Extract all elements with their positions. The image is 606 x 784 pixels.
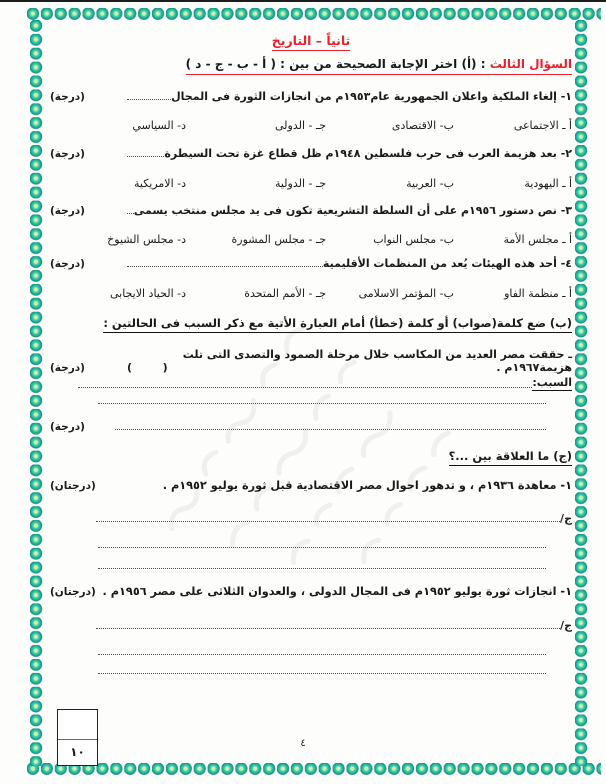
mark-label: (درجة) (50, 205, 85, 217)
answer-line[interactable] (96, 624, 560, 629)
answer-line[interactable] (96, 517, 560, 522)
mcq-options-4 (50, 287, 572, 300)
reason-answer-line[interactable] (98, 399, 546, 404)
option-c[interactable]: جـ - مجلس المشورة (231, 233, 326, 246)
answer-blank[interactable] (127, 262, 323, 267)
option-a[interactable]: أ ـ اليهودية (524, 177, 572, 190)
option-a[interactable]: أ ـ منظمة الفاو (504, 287, 572, 300)
bead-border-right (575, 20, 589, 766)
reason-line-with-mark (50, 421, 572, 433)
mcq-question-3 (50, 204, 572, 217)
answer-blank[interactable] (127, 95, 171, 100)
bead-border-left (30, 20, 44, 766)
question-text: ١- إلغاء الملكية واعلان الجمهورية عام١٩٥٣م من انجازات الثورة فى المجال (171, 90, 572, 103)
answer-prefix: ج/ (560, 619, 572, 632)
mcq-options-2 (50, 177, 572, 190)
option-b[interactable]: ب- العربية (406, 177, 454, 190)
statement-text: ـ حققت مصر العديد من المكاسب خلال مرحلة الصمود والتصدى التى تلت هزيمة١٩٦٧م . (182, 348, 572, 374)
answer-row (50, 512, 572, 525)
answer-line[interactable] (98, 564, 546, 569)
question-header (50, 57, 572, 75)
option-a[interactable]: أ ـ الاجتماعى (513, 119, 572, 132)
answer-prefix: ج/ (560, 512, 572, 525)
option-d[interactable]: د- الامريكية (133, 177, 186, 190)
mark-label: (درجتان) (50, 586, 96, 598)
relation-item-2 (50, 585, 572, 598)
answer-line[interactable] (98, 543, 546, 548)
option-a[interactable]: أ ـ مجلس الأمة (503, 233, 572, 246)
part-c-header: (ج) ما العلاقة بين ...؟ (449, 449, 572, 466)
part-b-header: (ب) ضع كلمة(صواب) أو كلمة (خطأ) أمام العبارة الأتية مع ذكر السبب فى الحالتين : (103, 316, 572, 333)
answer-blank[interactable] (127, 209, 134, 214)
option-d[interactable]: د- الحياد الايجابى (109, 287, 186, 300)
mcq-question-1 (50, 90, 572, 103)
option-b[interactable]: ب- المؤتمر الاسلامى (358, 287, 454, 300)
mcq-question-2 (50, 147, 572, 160)
exam-content (50, 0, 572, 784)
question-instruction: : (أ) اختر الإجابة الصحيحة من بين : ( أ - ب - ج - د ) (185, 57, 490, 71)
mark-label: (درجة) (50, 91, 85, 103)
item-text: ١- معاهدة ١٩٣٦م ، و تدهور احوال مصر الاقتصادية قبل ثورة يوليو ١٩٥٢م . (162, 479, 572, 492)
page-number: ٤ (300, 738, 306, 749)
option-d[interactable]: د- مجلس الشيوخ (107, 233, 186, 246)
reason-answer-line[interactable] (115, 425, 546, 430)
score-box-empty-cell[interactable] (58, 710, 97, 740)
mark-label: (درجة) (50, 421, 85, 433)
option-c[interactable]: جـ - الدولية (274, 177, 326, 190)
item-text: ١- انجازات ثورة يوليو ١٩٥٢م فى المجال الدولى ، والعدوان الثلاثى على مصر ١٩٥٦م . (102, 585, 572, 598)
relation-item-1 (50, 479, 572, 492)
answer-line[interactable] (98, 650, 546, 655)
mark-label: (درجتان) (50, 480, 96, 492)
mcq-question-4 (50, 257, 572, 270)
answer-brackets[interactable]: ( ) (126, 361, 168, 374)
option-d[interactable]: د- السياسي (132, 119, 186, 132)
mcq-options-3 (50, 233, 572, 246)
true-false-statement (50, 348, 572, 374)
mcq-options-1 (50, 119, 572, 132)
option-c[interactable]: جـ - الأمم المتحدة (244, 287, 326, 300)
answer-row (50, 619, 572, 632)
option-b[interactable]: ب- مجلس النواب (373, 233, 454, 246)
question-text: ٢- بعد هزيمة العرب فى حرب فلسطين ١٩٤٨م ظل قطاع غزة تحت السيطرة (164, 147, 572, 160)
option-c[interactable]: جـ - الدولى (275, 119, 326, 132)
answer-line[interactable] (98, 669, 546, 674)
question-text: ٤- أحد هذه الهيئات يُعد من المنظمات الأقليمية (322, 257, 572, 270)
question-number-label: السؤال الثالث (489, 57, 572, 71)
reason-label: السبب: (532, 376, 572, 389)
option-b[interactable]: ب- الاقتصادى (391, 119, 454, 132)
score-box-total: ١٠ (70, 745, 85, 759)
mark-label: (درجة) (50, 148, 85, 160)
question-text: ٣- نص دستور ١٩٥٦م على أن السلطة التشريعية تكون فى يد مجلس منتخب يسمى (133, 204, 572, 217)
answer-blank[interactable] (127, 152, 164, 157)
mark-label: (درجة) (50, 258, 85, 270)
reason-row (50, 376, 572, 391)
reason-answer-line[interactable] (78, 383, 532, 388)
mark-label: (درجة) (50, 362, 85, 374)
section-title: ثانياً – التاريخ (272, 33, 351, 51)
